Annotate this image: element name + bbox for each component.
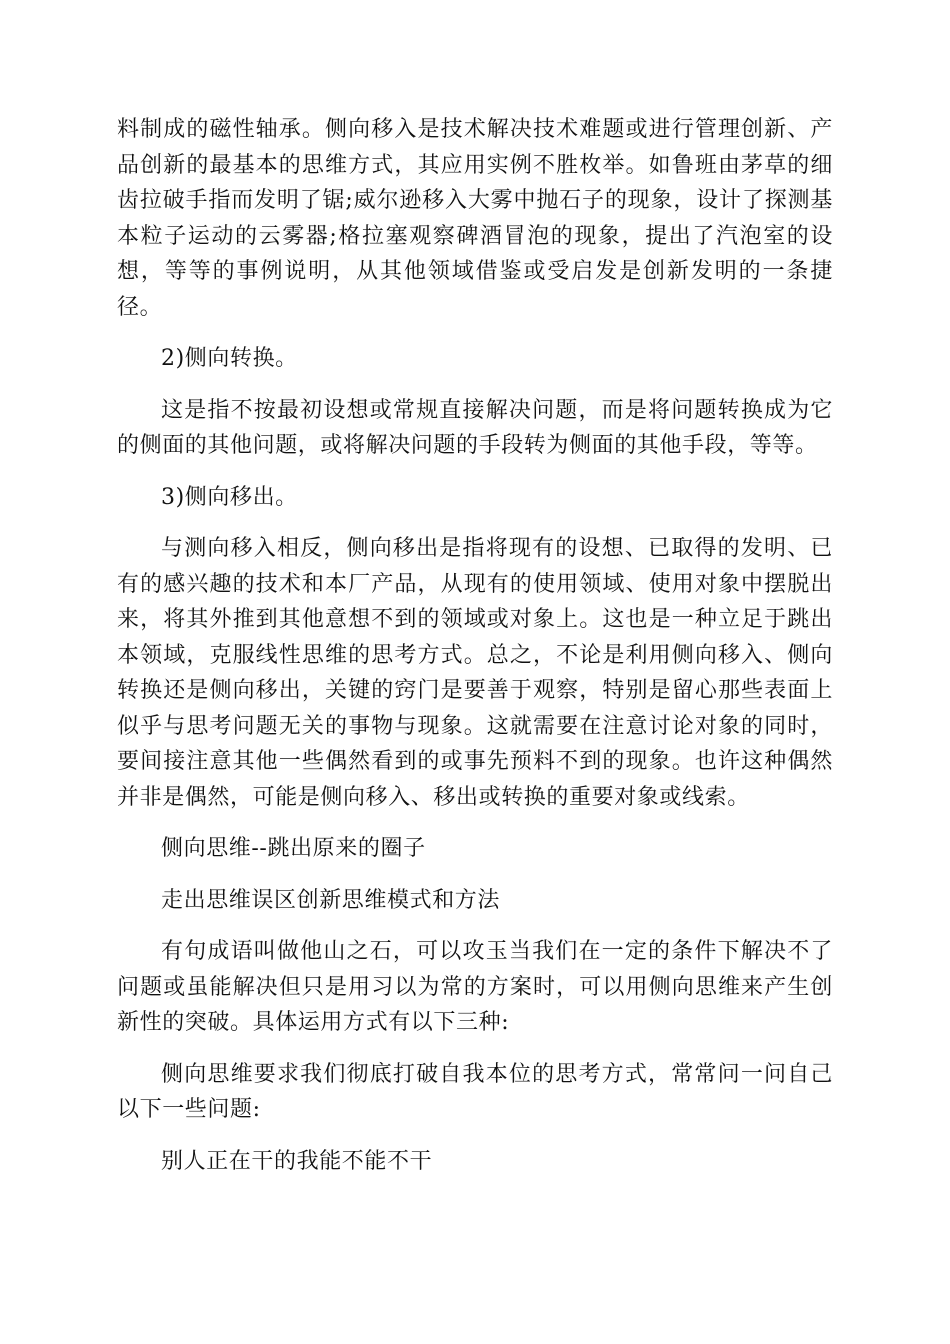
paragraph-self-questions: 侧向思维要求我们彻底打破自我本位的思考方式，常常问一问自己以下一些问题: <box>117 1061 833 1122</box>
heading-lateral-conversion: 2)侧向转换。 <box>161 346 298 371</box>
heading-lateral-transfer-out: 3)侧向移出。 <box>161 484 298 510</box>
section-title-thinking-mode: 走出思维误区创新思维模式和方法 <box>161 887 501 913</box>
section-title-lateral-thinking: 侧向思维--跳出原来的圈子 <box>161 836 426 861</box>
paragraph-question-one: 别人正在干的我能不能不干 <box>161 1148 433 1174</box>
paragraph-other-mountain-stone: 有句成语叫做他山之石，可以攻玉当我们在一定的条件下解决不了问题或虽能解决但只是用习以为常的方案时，可以用侧向思维来产生创新性的突破。具体运用方式有以下三种: <box>117 939 833 1035</box>
paragraph-lateral-conversion: 这是指不按最初设想或常规直接解决问题，而是将问题转换成为它的侧面的其他问题，或将解决问题的手段转为侧面的其他手段，等等。 <box>117 397 833 458</box>
paragraph-lateral-transfer-out: 与测向移入相反，侧向移出是指将现有的设想、已取得的发明、已有的感兴趣的技术和本厂产品，从现有的使用领域、使用对象中摆脱出来，将其外推到其他意想不到的领域或对象上。这也是一种立足于跳出本领域，克服线性思维的思考方式。总之，不论是利用侧向移入、侧向转换还是侧向移出，关键的窍门是要善于观察，特别是留心那些表面上似乎与思考问题无关的事物与现象。这就需要在注意讨论对象的同时，要间接注意其他一些偶然看到的或事先预料不到的现象。也许这种偶然并非是偶然，可能是侧向移入、移出或转换的重要对象或线索。 <box>117 536 833 810</box>
document-page <box>117 112 833 1179</box>
paragraph-lateral-transfer-in: 料制成的磁性轴承。侧向移入是技术解决技术难题或进行管理创新、产品创新的最基本的思维方式，其应用实例不胜枚举。如鲁班由茅草的细齿拉破手指而发明了锯;威尔逊移入大雾中抛石子的现象，设计了探测基本粒子运动的云雾器;格拉塞观察碑酒冒泡的现象，提出了汽泡室的设想，等等的事例说明，从其他领域借鉴或受启发是创新发明的一条捷径。 <box>117 117 833 320</box>
